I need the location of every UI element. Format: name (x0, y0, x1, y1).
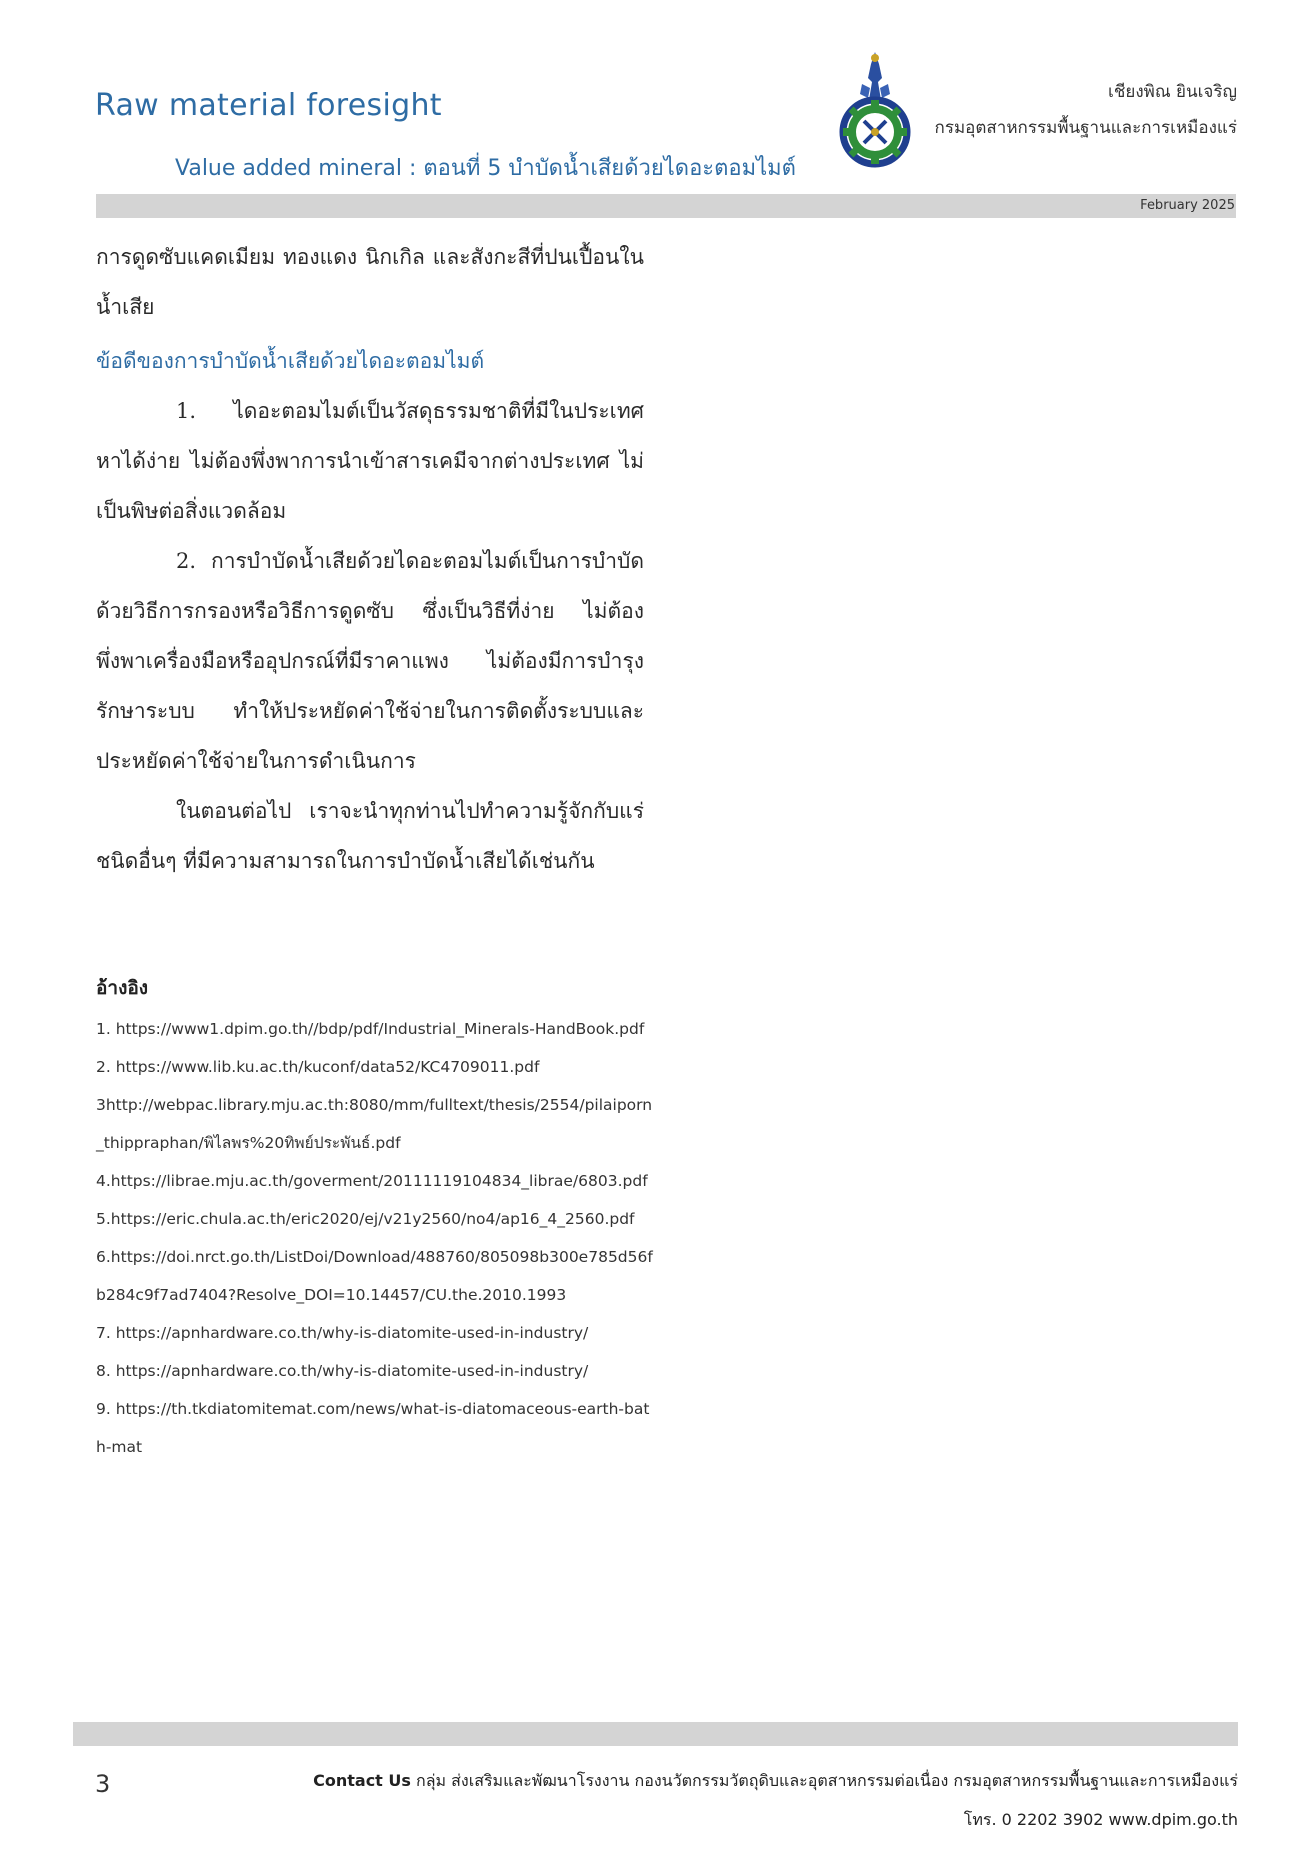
advantage-point-1: 1. ไดอะตอมไมต์เป็นวัสดุธรรมชาติที่มีในประเทศ หาได้ง่าย ไม่ต้องพึ่งพาการนำเข้าสารเคมีจากต่างประเทศ ไม่เป็นพิษต่อสิ่งแวดล้อม (96, 399, 644, 523)
footer-phone-website: โทร. 0 2202 3902 www.dpim.go.th (963, 1810, 1238, 1829)
intro-paragraph: การดูดซับแคดเมียม ทองแดง นิกเกิล และสังกะสีที่ปนเปื้อนในน้ำเสีย (96, 245, 644, 319)
author-name: เชียงพิณ ยินเจริญ (1108, 82, 1237, 102)
reference-item: 8. https://apnhardware.co.th/why-is-diatomite-used-in-industry/ (96, 1362, 589, 1380)
reference-item: 1. https://www1.dpim.go.th//bdp/pdf/Industrial_Minerals-HandBook.pdf (96, 1020, 645, 1038)
footer-contact (313, 1769, 1238, 1794)
dpim-emblem-icon (824, 48, 926, 176)
reference-item: 2. https://www.lib.ku.ac.th/kuconf/data52/KC4709011.pdf (96, 1058, 540, 1076)
reference-item: 7. https://apnhardware.co.th/why-is-diatomite-used-in-industry/ (96, 1324, 589, 1342)
reference-item: 9. https://th.tkdiatomitemat.com/news/what-is-diatomaceous-earth-bath-mat (96, 1400, 650, 1456)
series-title: Raw material foresight (95, 88, 442, 123)
dpim-logo (824, 48, 926, 176)
header-divider-bar (96, 194, 1236, 218)
references-list (96, 1010, 656, 1466)
issue-date: February 2025 (1140, 198, 1235, 213)
reference-item: 6.https://doi.nrct.go.th/ListDoi/Download/488760/805098b300e785d56fb284c9f7ad7404?Resolve_DOI=10.14457/CU.the.2010.1993 (96, 1248, 653, 1304)
contact-text: กลุ่ม ส่งเสริมและพัฒนาโรงงาน กองนวัตกรรมวัตถุดิบและอุตสาหกรรมต่อเนื่อง กรมอุตสาหกรรมพื้นฐานและการเหมืองแร่ (416, 1771, 1238, 1790)
contact-label: Contact Us (313, 1771, 411, 1790)
page-number: 3 (95, 1770, 111, 1798)
footer-divider-bar (73, 1722, 1238, 1746)
reference-item: 5.https://eric.chula.ac.th/eric2020/ej/v21y2560/no4/ap16_4_2560.pdf (96, 1210, 635, 1228)
reference-item: 3http://webpac.library.mju.ac.th:8080/mm/fulltext/thesis/2554/pilaiporn_thippraphan/พิไลพร%20ทิพย์ประพันธ์.pdf (96, 1096, 653, 1152)
section-heading: ข้อดีของการบำบัดน้ำเสียด้วยไดอะตอมไมต์ (96, 349, 485, 373)
author-organization: กรมอุตสาหกรรมพื้นฐานและการเหมืองแร่ (934, 118, 1237, 138)
closing-paragraph: ในตอนต่อไป เราจะนำทุกท่านไปทำความรู้จักกับแร่ชนิดอื่นๆ ที่มีความสามารถในการบำบัดน้ำเสียได้เช่นกัน (96, 799, 644, 873)
advantage-point-2: 2. การบำบัดน้ำเสียด้วยไดอะตอมไมต์เป็นการบำบัดด้วยวิธีการกรองหรือวิธีการดูดซับ ซึ่งเป็นวิธีที่ง่าย ไม่ต้องพึ่งพาเครื่องมือหรืออุปกรณ์ที่มีราคาแพง ไม่ต้องมีการบำรุงรักษาระบบ ทำให้ประหยัดค่าใช้จ่ายในการติดตั้งระบบและประหยัดค่าใช้จ่ายในการดำเนินการ (96, 549, 644, 773)
article-body (96, 232, 644, 886)
episode-title: Value added mineral : ตอนที่ 5 บำบัดน้ำเสียด้วยไดอะตอมไมต์ (175, 156, 796, 181)
reference-item: 4.https://librae.mju.ac.th/goverment/20111119104834_librae/6803.pdf (96, 1172, 648, 1190)
references-heading: อ้างอิง (96, 977, 149, 999)
